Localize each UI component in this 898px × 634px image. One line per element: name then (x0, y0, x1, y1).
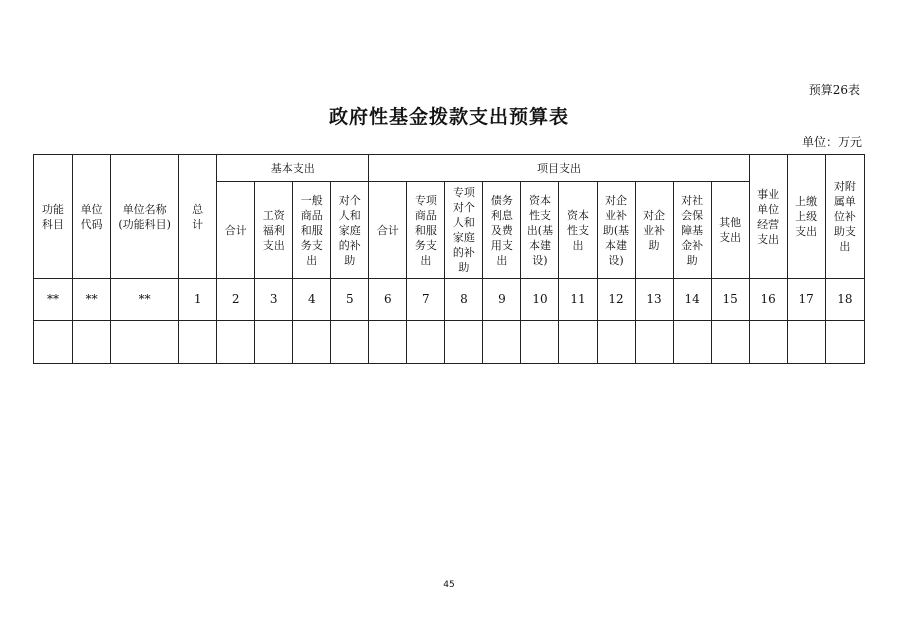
header-project-expenditure: 项目支出 (369, 155, 749, 182)
header-basic-expenditure: 基本支出 (217, 155, 369, 182)
table-cell (445, 321, 483, 364)
subheader-project-1: 专项 商品 和服 务支 出 (407, 182, 445, 279)
table-cell (179, 321, 217, 364)
table-cell: 15 (711, 279, 749, 321)
subheader-project-4: 资本 性支 出(基 本建 设) (521, 182, 559, 279)
table-cell: 1 (179, 279, 217, 321)
subheader-basic-1: 工资 福利 支出 (255, 182, 293, 279)
table-cell (369, 321, 407, 364)
table-cell (331, 321, 369, 364)
table-cell (293, 321, 331, 364)
table-cell: 4 (293, 279, 331, 321)
table-cell (483, 321, 521, 364)
table-cell (711, 321, 749, 364)
subheader-project-7: 对企 业补 助 (635, 182, 673, 279)
subheader-basic-0: 合计 (217, 182, 255, 279)
table-cell: ** (34, 279, 73, 321)
table-cell: 17 (787, 279, 825, 321)
header-total: 总 计 (179, 155, 217, 279)
table-cell (635, 321, 673, 364)
table-cell: 10 (521, 279, 559, 321)
subheader-basic-2: 一般 商品 和服 务支 出 (293, 182, 331, 279)
subheader-project-5: 资本 性支 出 (559, 182, 597, 279)
table-cell: 12 (597, 279, 635, 321)
subheader-project-0: 合计 (369, 182, 407, 279)
table-cell: 18 (825, 279, 864, 321)
table-cell: 8 (445, 279, 483, 321)
table-cell: 11 (559, 279, 597, 321)
table-cell (255, 321, 293, 364)
subheader-project-6: 对企 业补 助(基 本建 设) (597, 182, 635, 279)
table-cell: 16 (749, 279, 787, 321)
table-cell: 7 (407, 279, 445, 321)
header-unit-name: 单位名称 (功能科目) (111, 155, 179, 279)
header-subsidy-affiliated: 对附 属单 位补 助支 出 (825, 155, 864, 279)
table-cell: 13 (635, 279, 673, 321)
header-unit-code: 单位 代码 (73, 155, 111, 279)
table-cell: 5 (331, 279, 369, 321)
subheader-project-9: 其他 支出 (711, 182, 749, 279)
header-public-unit: 事业 单位 经营 支出 (749, 155, 787, 279)
header-func-subject: 功能 科目 (34, 155, 73, 279)
subheader-basic-3: 对个 人和 家庭 的补 助 (331, 182, 369, 279)
table-cell (673, 321, 711, 364)
table-cell (559, 321, 597, 364)
page-title: 政府性基金拨款支出预算表 (328, 106, 569, 128)
page-number: 45 (443, 580, 455, 590)
table-cell: 2 (217, 279, 255, 321)
header-pay-superior: 上缴 上级 支出 (787, 155, 825, 279)
table-number: 预算26表 (808, 83, 860, 97)
table-cell: 9 (483, 279, 521, 321)
unit-label: 单位：万元 (801, 135, 862, 149)
budget-table (33, 154, 865, 364)
table-cell (111, 321, 179, 364)
table-cell: ** (73, 279, 111, 321)
table-cell (73, 321, 111, 364)
subheader-project-3: 债务 利息 及费 用支 出 (483, 182, 521, 279)
table-cell (217, 321, 255, 364)
subheader-project-8: 对社 会保 障基 金补 助 (673, 182, 711, 279)
table-cell (521, 321, 559, 364)
table-cell (749, 321, 787, 364)
table-cell (34, 321, 73, 364)
table-cell (825, 321, 864, 364)
table-cell (407, 321, 445, 364)
table-cell: 6 (369, 279, 407, 321)
table-cell: 14 (673, 279, 711, 321)
table-cell (597, 321, 635, 364)
subheader-project-2: 专项 对个 人和 家庭 的补 助 (445, 182, 483, 279)
table-cell (787, 321, 825, 364)
table-cell: 3 (255, 279, 293, 321)
table-cell: ** (111, 279, 179, 321)
